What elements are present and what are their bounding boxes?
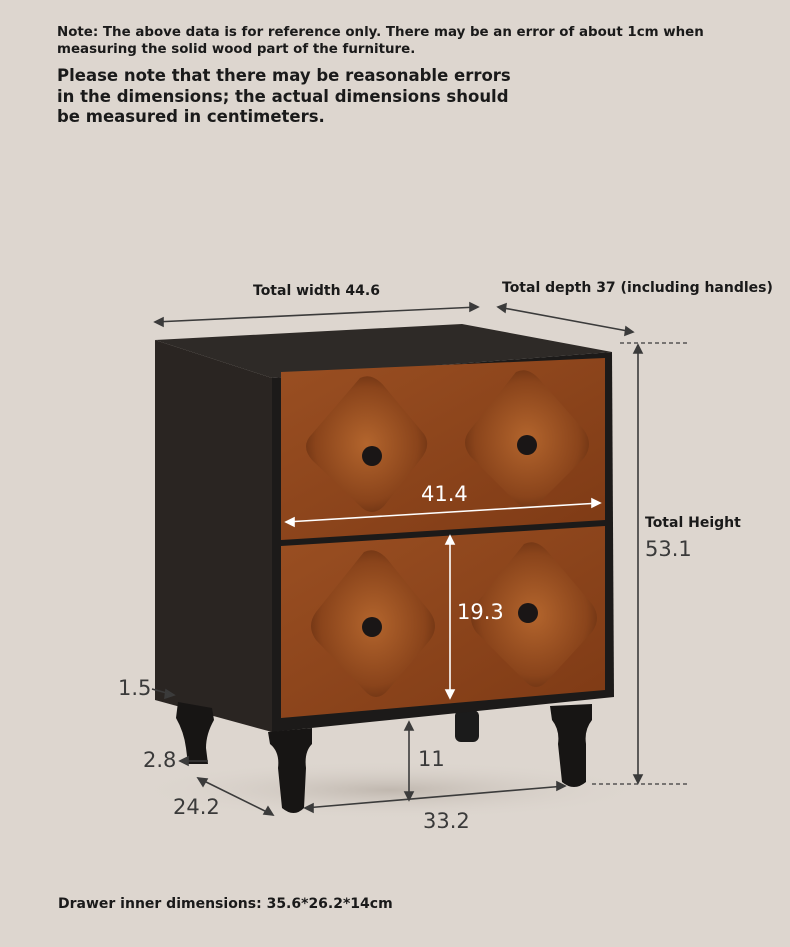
- leg-clearance-value: 11: [418, 747, 445, 771]
- drawer-knob: [362, 617, 382, 637]
- depth-dimension-line: [498, 307, 633, 332]
- inner-width-value: 33.2: [423, 809, 470, 833]
- total-depth-label: Total depth 37 (including handles): [502, 280, 773, 296]
- foot-diameter-value: 2.8: [143, 748, 177, 772]
- total-height-value: 53.1: [645, 537, 692, 561]
- total-height-label: Total Height: [645, 515, 741, 531]
- error-note: Please note that there may be reasonable errors in the dimensions; the actual dimensions should be measured in centimeters.: [57, 66, 511, 126]
- drawer-knob: [362, 446, 382, 466]
- side-panel: [155, 340, 272, 732]
- drawer-knob: [518, 603, 538, 623]
- drawer-width-value: 41.4: [421, 482, 468, 506]
- drawer-inner-dimensions: Drawer inner dimensions: 35.6*26.2*14cm: [58, 896, 393, 912]
- width-dimension-line: [155, 307, 478, 322]
- drawer-knob: [517, 435, 537, 455]
- front-left-leg: [176, 702, 214, 764]
- side-depth-value: 24.2: [173, 795, 220, 819]
- total-width-label: Total width 44.6: [253, 283, 380, 299]
- drawer-height-value: 19.3: [457, 600, 504, 624]
- reference-note: Note: The above data is for reference only. There may be an error of about 1cm when measuring the solid wood part of the furniture.: [57, 25, 704, 57]
- top-thickness-value: 1.5: [118, 676, 152, 700]
- back-leg: [455, 710, 479, 742]
